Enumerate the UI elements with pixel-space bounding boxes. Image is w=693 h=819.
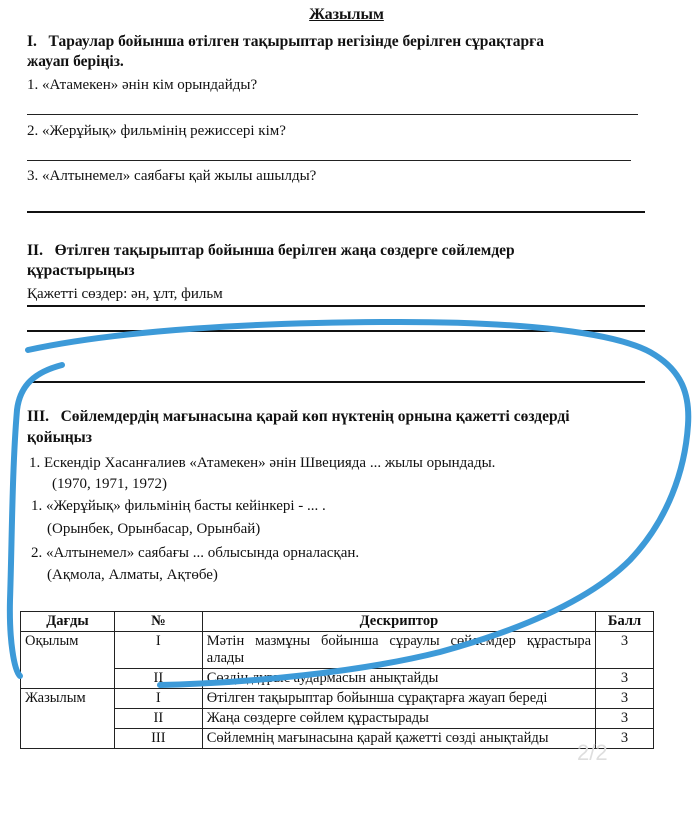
section-3-heading-line-2: қойыңыз — [27, 429, 92, 446]
table-row — [21, 729, 654, 749]
descriptor-cell: Өтілген тақырыптар бойынша сұрақтарға жауап береді — [202, 689, 595, 709]
number-cell: II — [114, 669, 202, 689]
section-2-heading-line-2: құрастырыңыз — [27, 262, 135, 279]
skill-cell: Жазылым — [21, 689, 115, 749]
number-cell: III — [114, 729, 202, 749]
score-cell: 3 — [596, 729, 654, 749]
question-1: 1. «Атамекен» әнін кім орындайды? — [27, 77, 258, 93]
score-cell: 3 — [596, 632, 654, 669]
rubric-table — [20, 611, 654, 749]
fill-item-3: 2. «Алтынемел» саябағы ... облысында орналасқан. — [31, 545, 360, 561]
answer-line-1 — [27, 114, 638, 115]
rubric-header-row — [21, 612, 654, 632]
descriptor-cell: Мәтін мазмұны бойынша сұраулы сөйлемдер құрастыра алады — [202, 632, 595, 669]
descriptor-cell: Сөйлемнің мағынасына қарай қажетті сөзді анықтайды — [202, 729, 595, 749]
section-1-heading — [27, 32, 645, 52]
table-row — [21, 709, 654, 729]
sentence-line-1 — [27, 305, 645, 307]
section-3-heading-line-1: Сөйлемдердің мағынасына қарай көп нүктенің орнына қажетті сөздерді — [60, 408, 570, 425]
score-cell: 3 — [596, 689, 654, 709]
number-cell: II — [114, 709, 202, 729]
skill-cell: Оқылым — [21, 632, 115, 689]
section-1-number: I. — [27, 33, 37, 50]
fill-item-1: 1. Ескендір Хасанғалиев «Атамекен» әнін Швецияда ... жылы орындады. — [29, 455, 496, 471]
header-score: Балл — [596, 612, 654, 632]
table-row — [21, 669, 654, 689]
section-2-hint: Қажетті сөздер: ән, ұлт, фильм — [27, 286, 223, 302]
table-row — [21, 689, 654, 709]
section-2-heading — [27, 241, 645, 261]
answer-line-2 — [27, 160, 631, 161]
section-1-heading-line-1: Тараулар бойынша өтілген тақырыптар негізінде берілген сұрақтарға — [48, 33, 544, 50]
section-3-number: III. — [27, 408, 49, 425]
sentence-line-2 — [27, 330, 645, 332]
fill-item-2: 1. «Жерұйық» фильмінің басты кейінкері - ... . — [31, 498, 326, 514]
sentence-line-3 — [27, 381, 645, 383]
section-2-number: II. — [27, 242, 43, 259]
header-number: № — [114, 612, 202, 632]
fill-item-1-options: (1970, 1971, 1972) — [52, 476, 167, 492]
question-2: 2. «Жерұйық» фильмінің режиссері кім? — [27, 123, 286, 139]
page-watermark: 2/2 — [577, 740, 608, 765]
score-cell: 3 — [596, 669, 654, 689]
table-row — [21, 632, 654, 669]
header-skill: Дағды — [21, 612, 115, 632]
question-3: 3. «Алтынемел» саябағы қай жылы ашылды? — [27, 168, 317, 184]
section-2-heading-line-1: Өтілген тақырыптар бойынша берілген жаңа сөздерге сөйлемдер — [54, 242, 515, 259]
fill-item-3-options: (Ақмола, Алматы, Ақтөбе) — [47, 567, 218, 583]
score-cell: 3 — [596, 709, 654, 729]
page-title: Жазылым — [309, 6, 384, 23]
descriptor-cell: Сөздің дұрыс аудармасын анықтайды — [202, 669, 595, 689]
number-cell: I — [114, 632, 202, 669]
descriptor-cell: Жаңа сөздерге сөйлем құрастырады — [202, 709, 595, 729]
number-cell: I — [114, 689, 202, 709]
answer-line-3 — [27, 211, 645, 213]
section-3-heading — [27, 407, 645, 427]
section-1-heading-line-2: жауап беріңіз. — [27, 53, 124, 70]
header-descriptor: Дескриптор — [202, 612, 595, 632]
fill-item-2-options: (Орынбек, Орынбасар, Орынбай) — [47, 521, 261, 537]
